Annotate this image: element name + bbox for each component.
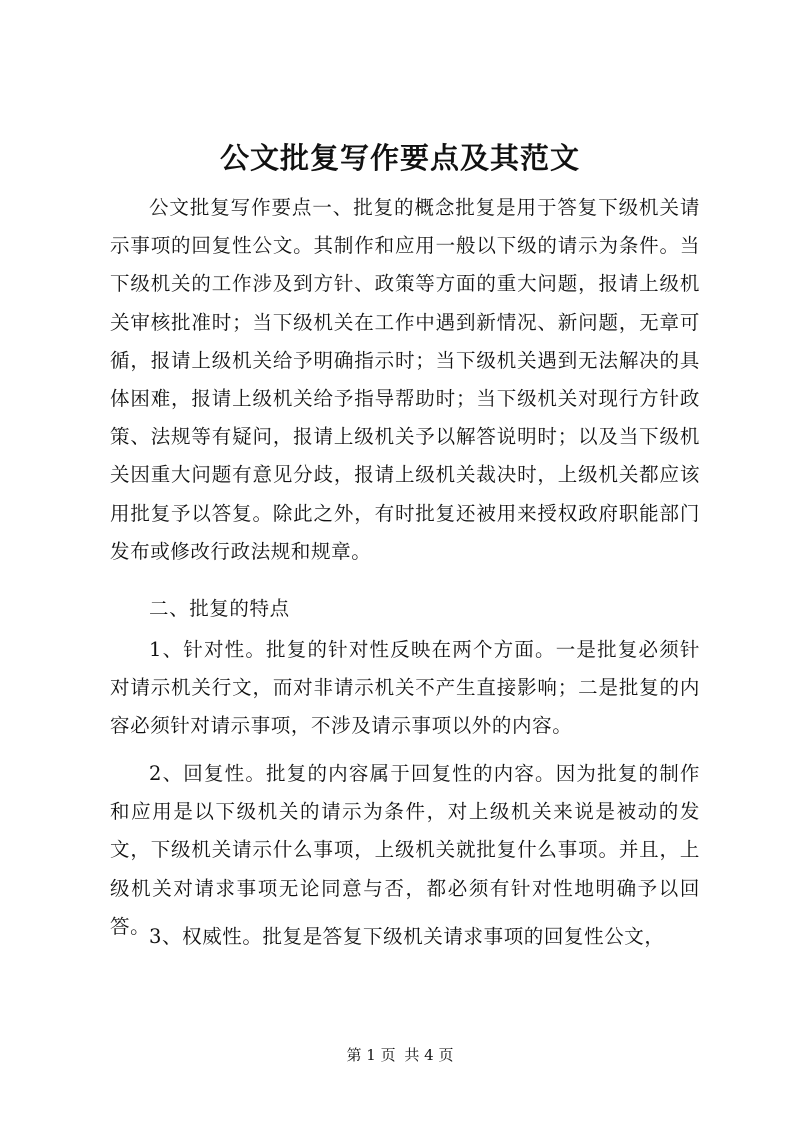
- paragraph-section-heading: 二、批复的特点: [149, 597, 290, 620]
- document-title: 公文批复写作要点及其范文: [219, 141, 580, 175]
- paragraph-point-1: 1、针对性。批复的针对性反映在两个方面。一是批复必须针对请示机关行文，而对非请示机关不产生直接影响；二是批复的内容必须针对请示事项，不涉及请示事项以外的内容。: [110, 638, 700, 738]
- page-number: 第 1 页: [346, 1046, 396, 1064]
- page-total: 共 4 页: [404, 1046, 454, 1064]
- page-footer: [0, 1044, 800, 1066]
- paragraph-point-3: 3、权威性。批复是答复下级机关请求事项的回复性公文，: [149, 925, 665, 948]
- paragraph-intro: 公文批复写作要点一、批复的概念批复是用于答复下级机关请示事项的回复性公文。其制作和应用一般以下级的请示为条件。当下级机关的工作涉及到方针、政策等方面的重大问题，报请上级机关审核批准时；当下级机关在工作中遇到新情况、新问题，无章可循，报请上级机关给予明确指示时；当下级机关遇到无法解决的具体困难，报请上级机关给予指导帮助时；当下级机关对现行方针政策、法规等有疑问，报请上级机关予以解答说明时；以及当下级机关因重大问题有意见分歧，报请上级机关裁决时，上级机关都应该用批复予以答复。除此之外，有时批复还被用来授权政府职能部门发布或修改行政法规和规章。: [110, 196, 700, 563]
- paragraph-point-2: 2、回复性。批复的内容属于回复性的内容。因为批复的制作和应用是以下级机关的请示为条件，对上级机关来说是被动的发文，下级机关请示什么事项，上级机关就批复什么事项。并且，上级机关对请求事项无论同意与否，都必须有针对性地明确予以回答。: [110, 762, 700, 938]
